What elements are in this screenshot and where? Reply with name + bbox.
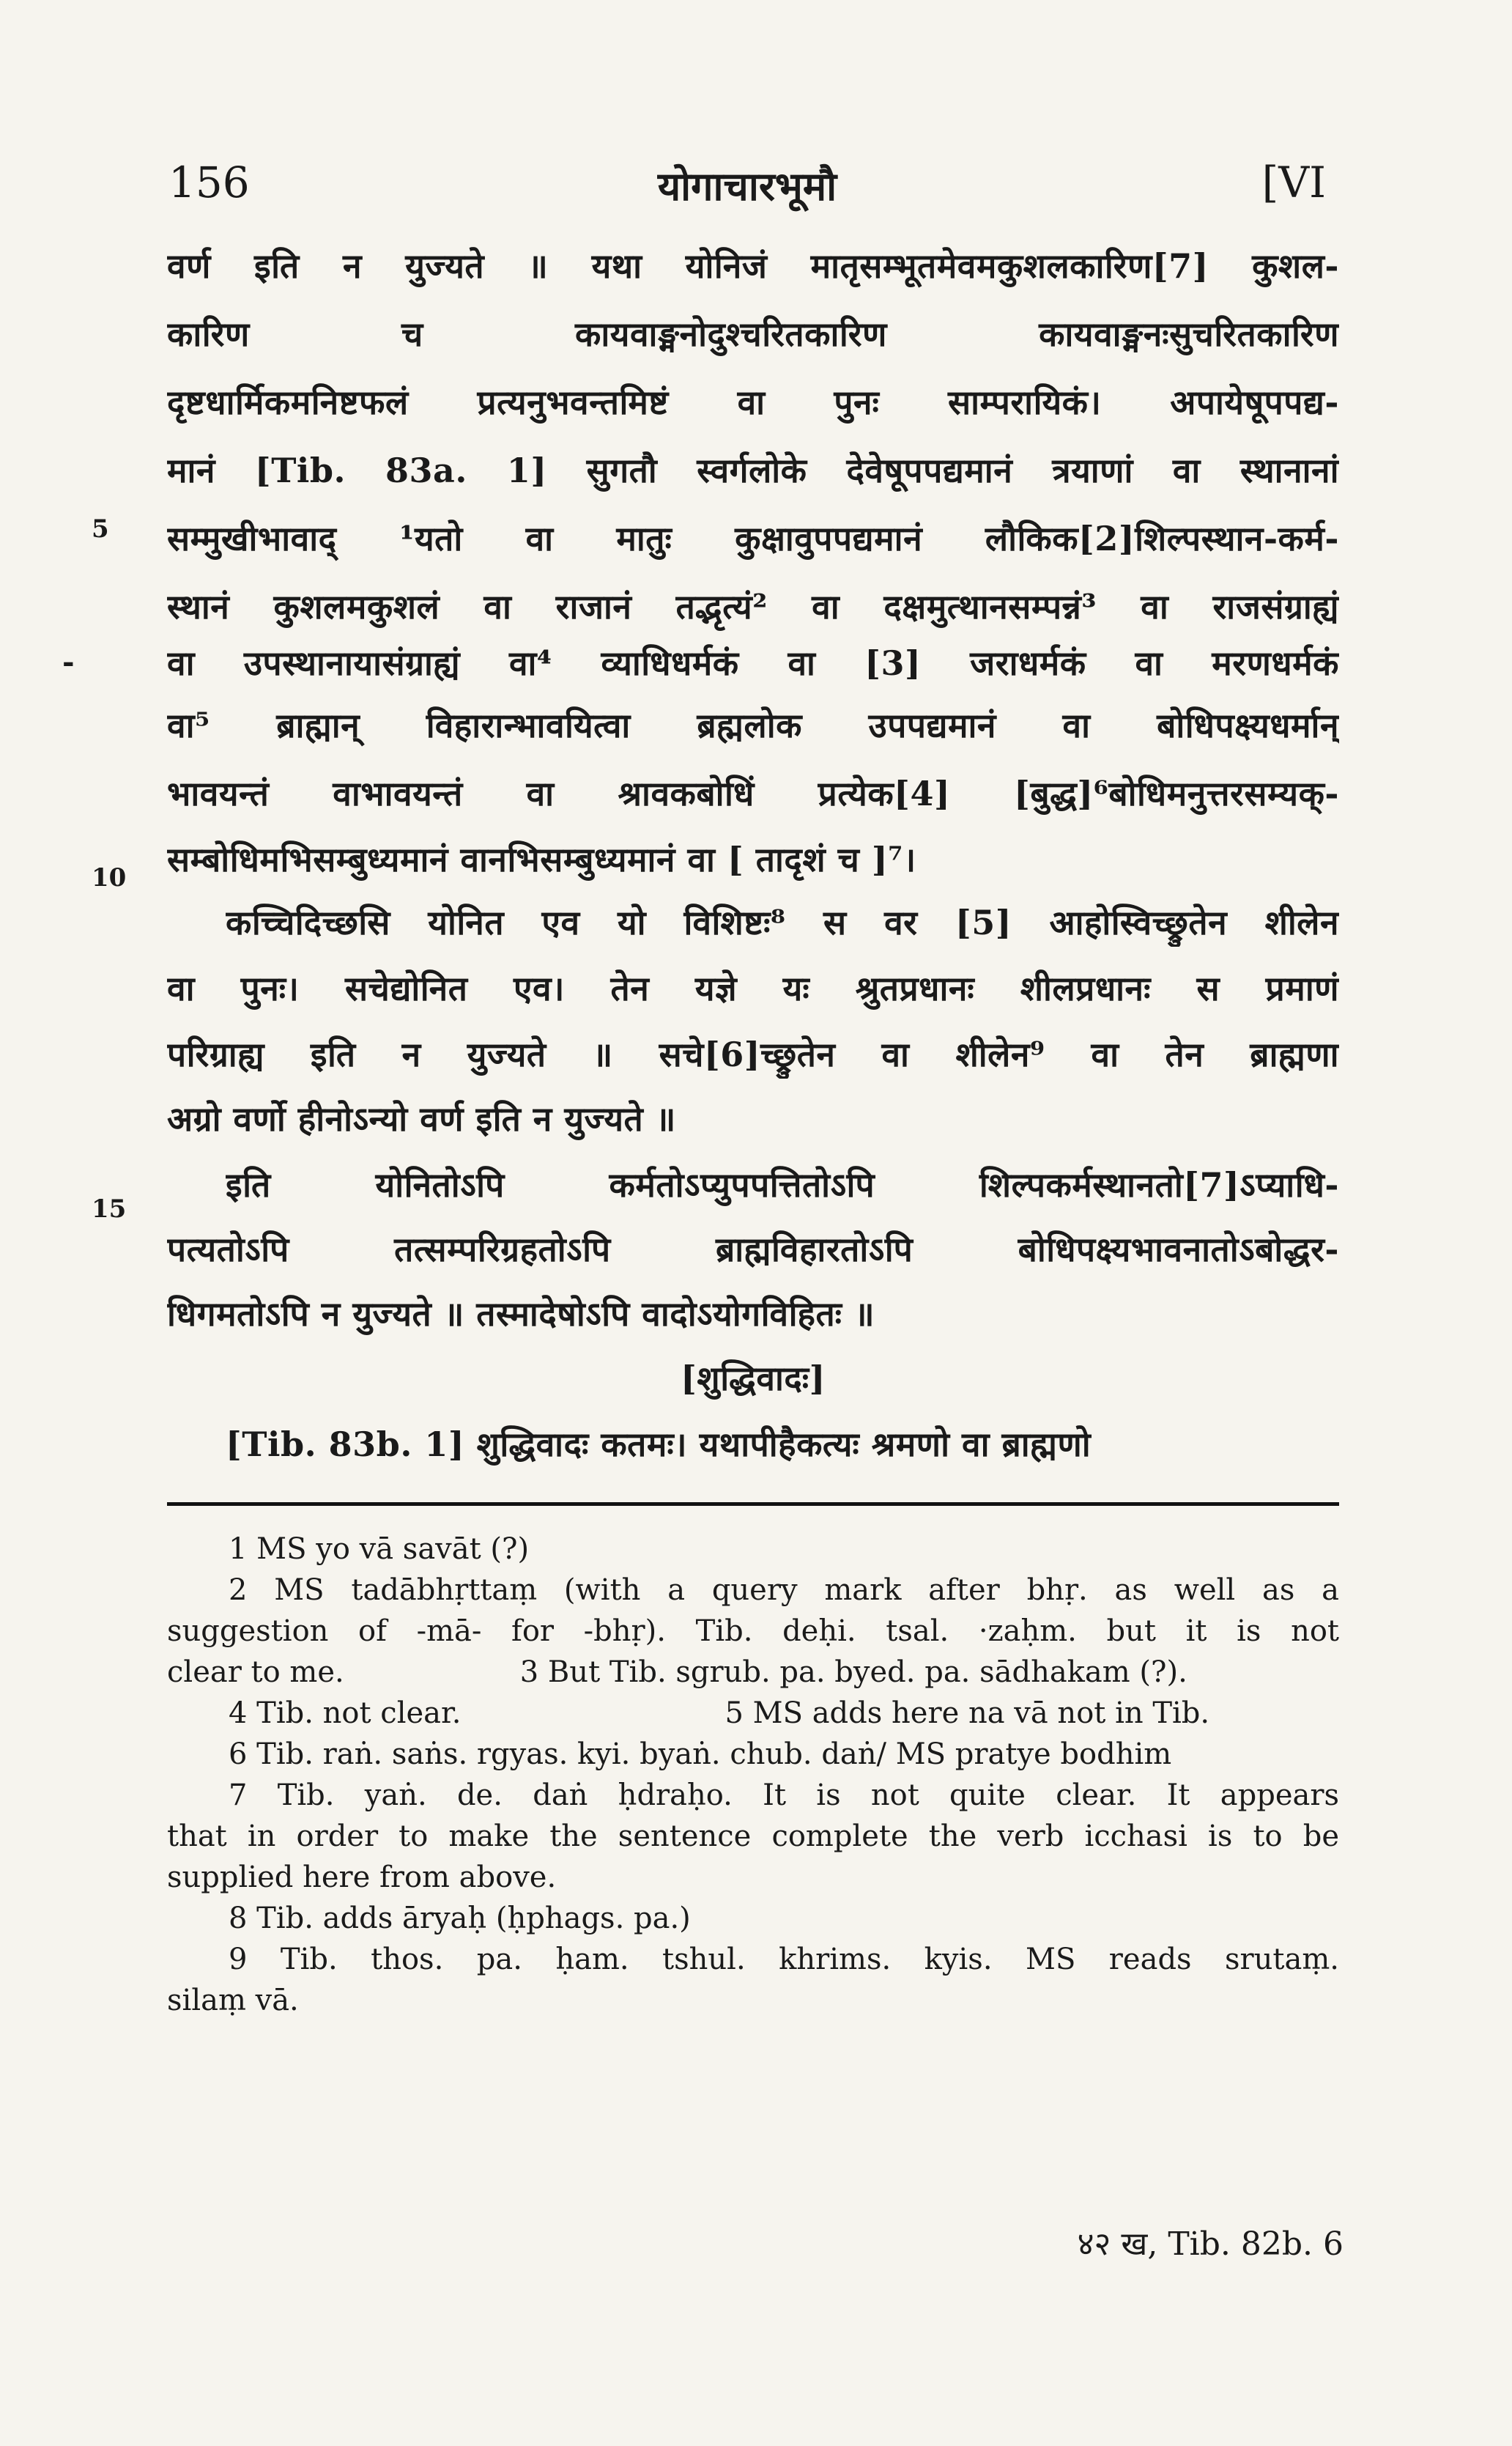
text-line: अग्रो वर्णो हीनोऽन्यो वर्ण इति न युज्यते ॥	[167, 1099, 676, 1139]
footnote-7: 7 Tib. yaṅ. de. daṅ ḥdraḥo. It is not quite clear. It appears	[229, 1778, 1339, 1812]
footnote-2-cont: suggestion of -mā- for -bhṛ). Tib. deḥi. tsal. ·zaḥm. but it is not	[167, 1614, 1339, 1648]
text-line: सम्बोधिमभिसम्बुध्यमानं वानभिसम्बुध्यमानं वा [ तादृशं च ]⁷।	[167, 840, 916, 879]
footnote-2-end	[167, 1652, 1339, 1693]
text-line: भावयन्तं वाभावयन्तं वा श्रावकबोधिं प्रत्येक[4] [बुद्ध]⁶बोधिमनुत्तरसम्यक्-	[167, 774, 1339, 813]
footnote-row-4-5	[229, 1693, 1339, 1734]
text-line: [Tib. 83b. 1] शुद्धिवादः कतमः। यथापीहैकत्यः श्रमणो वा ब्राह्मणो	[226, 1425, 1092, 1464]
text-line: कच्चिदिच्छसि योनित एव यो विशिष्टः⁸ स वर [5] आहोस्विच्छ्रुतेन शीलेन	[226, 903, 1339, 942]
text-line: वर्ण इति न युज्यते ॥ यथा योनिजं मातृसम्भूतमेवमकुशलकारिण[7] कुशल-	[167, 246, 1339, 286]
section-heading: [शुद्धिवादः]	[681, 1359, 826, 1398]
line-number-10: 10	[92, 863, 127, 893]
footnote-2-tail: clear to me.	[167, 1655, 344, 1689]
line-number-5: 5	[92, 514, 109, 544]
text-line: पत्यतोऽपि तत्सम्परिग्रहतोऽपि ब्राह्मविहारतोऽपि बोधिपक्ष्यभावनातोऽबोद्धर-	[167, 1230, 1339, 1269]
text-line: धिगमतोऽपि न युज्यते ॥ तस्मादेषोऽपि वादोऽयोगविहितः ॥	[167, 1294, 875, 1334]
footnote-5: 5 MS adds here na vā not in Tib.	[724, 1696, 1210, 1730]
footnote-8: 8 Tib. adds āryaḥ (ḥphags. pa.)	[229, 1902, 691, 1935]
footnote-1: 1 MS yo vā savāt (?)	[229, 1532, 530, 1566]
footnote-4: 4 Tib. not clear.	[229, 1696, 462, 1730]
footnote-rule	[167, 1502, 1339, 1506]
text-line: वा उपस्थानायासंग्राह्यं वा⁴ व्याधिधर्मकं वा [3] जराधर्मकं वा मरणधर्मकं	[167, 643, 1339, 683]
footnote-7-end: supplied here from above.	[167, 1861, 557, 1894]
text-line: सम्मुखीभावाद् ¹यतो वा मातुः कुक्षावुपपद्यमानं लौकिक[2]शिल्पस्थान-कर्म-	[167, 519, 1339, 558]
line-number-15: 15	[92, 1194, 127, 1224]
footnote-3: 3 But Tib. sgrub. pa. byed. pa. sādhakam (?).	[519, 1655, 1187, 1689]
text-line: दृष्टधार्मिकमनिष्टफलं प्रत्यनुभवन्तमिष्टं वा पुनः साम्परायिकं। अपायेषूपपद्य-	[167, 383, 1339, 422]
footnote-9: 9 Tib. thos. pa. ḥam. tshul. khrims. kyis. MS reads srutaṃ.	[229, 1943, 1339, 1976]
text-line: वा⁵ ब्राह्मान् विहारान्भावयित्वा ब्रह्मलोक उपपद्यमानं वा बोधिपक्ष्यधर्मान्	[167, 706, 1339, 745]
text-line: वा पुनः। सचेद्योनित एव। तेन यज्ञे यः श्रुतप्रधानः शीलप्रधानः स प्रमाणं	[167, 969, 1339, 1008]
running-title: योगाचारभूमौ	[657, 163, 837, 210]
text-line: इति योनितोऽपि कर्मतोऽप्युपपत्तितोऽपि शिल्पकर्मस्थानतो[7]ऽप्याधि-	[226, 1165, 1339, 1205]
section-marker: [VI	[1261, 158, 1326, 207]
signature-mark: ४२ ख, Tib. 82b. 6	[1077, 2225, 1344, 2263]
text-line: मानं [Tib. 83a. 1] सुगतौ स्वर्गलोके देवेषूपपद्यमानं त्रयाणां वा स्थानानां	[167, 451, 1339, 490]
footnote-7-cont: that in order to make the sentence complete the verb icchasi is to be	[167, 1819, 1339, 1853]
margin-mark: -	[62, 645, 75, 679]
text-line: परिग्राह्य इति न युज्यते ॥ सचे[6]च्छ्रुतेन वा शीलेन⁹ वा तेन ब्राह्मणा	[167, 1035, 1339, 1074]
footnote-9-cont: silaṃ vā.	[167, 1984, 299, 2017]
page-header	[168, 158, 1326, 223]
text-line: कारिण च कायवाङ्मनोदुश्चरितकारिण कायवाङ्मनःसुचरितकारिण	[167, 314, 1339, 354]
footnote-6: 6 Tib. raṅ. saṅs. rgyas. kyi. byaṅ. chub. daṅ/ MS pratye bodhim	[229, 1737, 1172, 1771]
page-number: 156	[168, 158, 250, 207]
text-line: स्थानं कुशलमकुशलं वा राजानं तद्भृत्यं² वा दक्षमुत्थानसम्पन्नं³ वा राजसंग्राह्यं	[167, 587, 1339, 627]
footnote-2: 2 MS tadābhṛttaṃ (with a query mark after bhṛ. as well as a	[229, 1573, 1339, 1607]
